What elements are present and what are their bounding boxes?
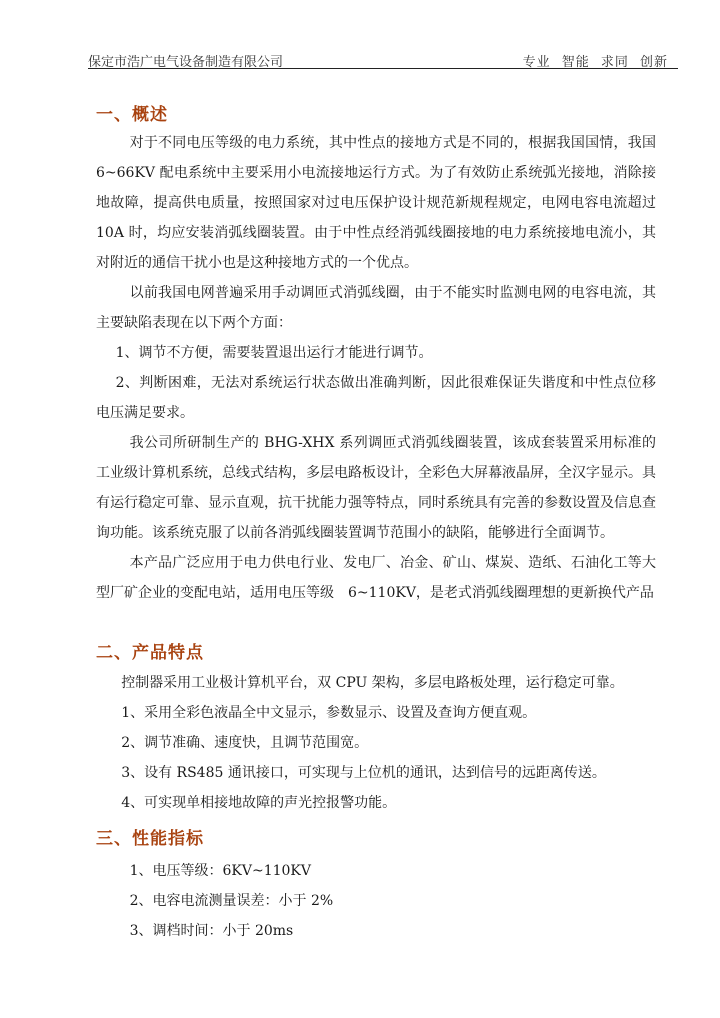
paragraph: 我公司所研制生产的 BHG-XHX 系列调匝式消弧线圈装置，该成套装置采用标准的工业级计算机系统，总线式结构，多层电路板设计，全彩色大屏幕液晶屏，全汉字显示。具有运行稳定可靠、显示直观，抗干扰能力强等特点，同时系统具有完善的参数设置及信息查询功能。该系统克服了以前各消弧线圈装置调节范围小的缺陷，能够进行全面调节。 [96, 435, 656, 541]
paragraph: 控制器采用工业极计算机平台，双 CPU 架构，多层电路板处理，运行稳定可靠。 [121, 675, 624, 691]
list-item: 3、设有 RS485 通讯接口，可实现与上位机的通讯，达到信号的远距离传送。 [121, 765, 606, 781]
list-item: 2、调节准确、速度快，且调节范围宽。 [121, 735, 369, 751]
company-name: 保定市浩广电气设备制造有限公司 [88, 55, 284, 70]
list-item: 1、采用全彩色液晶全中文显示，参数显示、设置及查询方便直观。 [121, 705, 537, 721]
paragraph: 以前我国电网普遍采用手动调匝式消弧线圈，由于不能实时监测电网的电容电流，其主要缺陷表现在以下两个方面： [96, 285, 656, 331]
spec-item: 2、电容电流测量误差：小于 2% [129, 893, 334, 909]
list-item: 1、调节不方便，需要装置退出运行才能进行调节。 [115, 345, 433, 361]
section-title-overview: 一、概述 [96, 105, 168, 125]
section-title-features: 二、产品特点 [96, 643, 204, 663]
page-header [88, 50, 678, 69]
spec-item: 3、调档时间：小于 20ms [129, 923, 294, 939]
paragraph: 对于不同电压等级的电力系统，其中性点的接地方式是不同的，根据我国国情，我国6~66KV 配电系统中主要采用小电流接地运行方式。为了有效防止系统弧光接地，消除接地故障，提高供电质量，按照国家对过电压保护设计规范新规程规定，电网电容电流超过10A 时，均应安装消弧线圈装置。由于中性点经消弧线圈接地的电力系统接地电流小，其对附近的通信干扰小也是这种接地方式的一个优点。 [96, 135, 656, 271]
company-slogan: 专业 智能 求同 创新 [522, 55, 668, 70]
document-body [96, 100, 656, 946]
list-item: 4、可实现单相接地故障的声光控报警功能。 [121, 795, 397, 811]
spec-item: 1、电压等级：6KV~110KV [129, 863, 311, 879]
paragraph: 本产品广泛应用于电力供电行业、发电厂、冶金、矿山、煤炭、造纸、石油化工等大型厂矿企业的变配电站，适用电压等级 6~110KV，是老式消弧线圈理想的更新换代产品 [96, 555, 656, 601]
list-item: 2、判断困难，无法对系统运行状态做出准确判断，因此很难保证失谐度和中性点位移电压满足要求。 [96, 375, 656, 421]
section-title-specs: 三、性能指标 [96, 829, 204, 849]
